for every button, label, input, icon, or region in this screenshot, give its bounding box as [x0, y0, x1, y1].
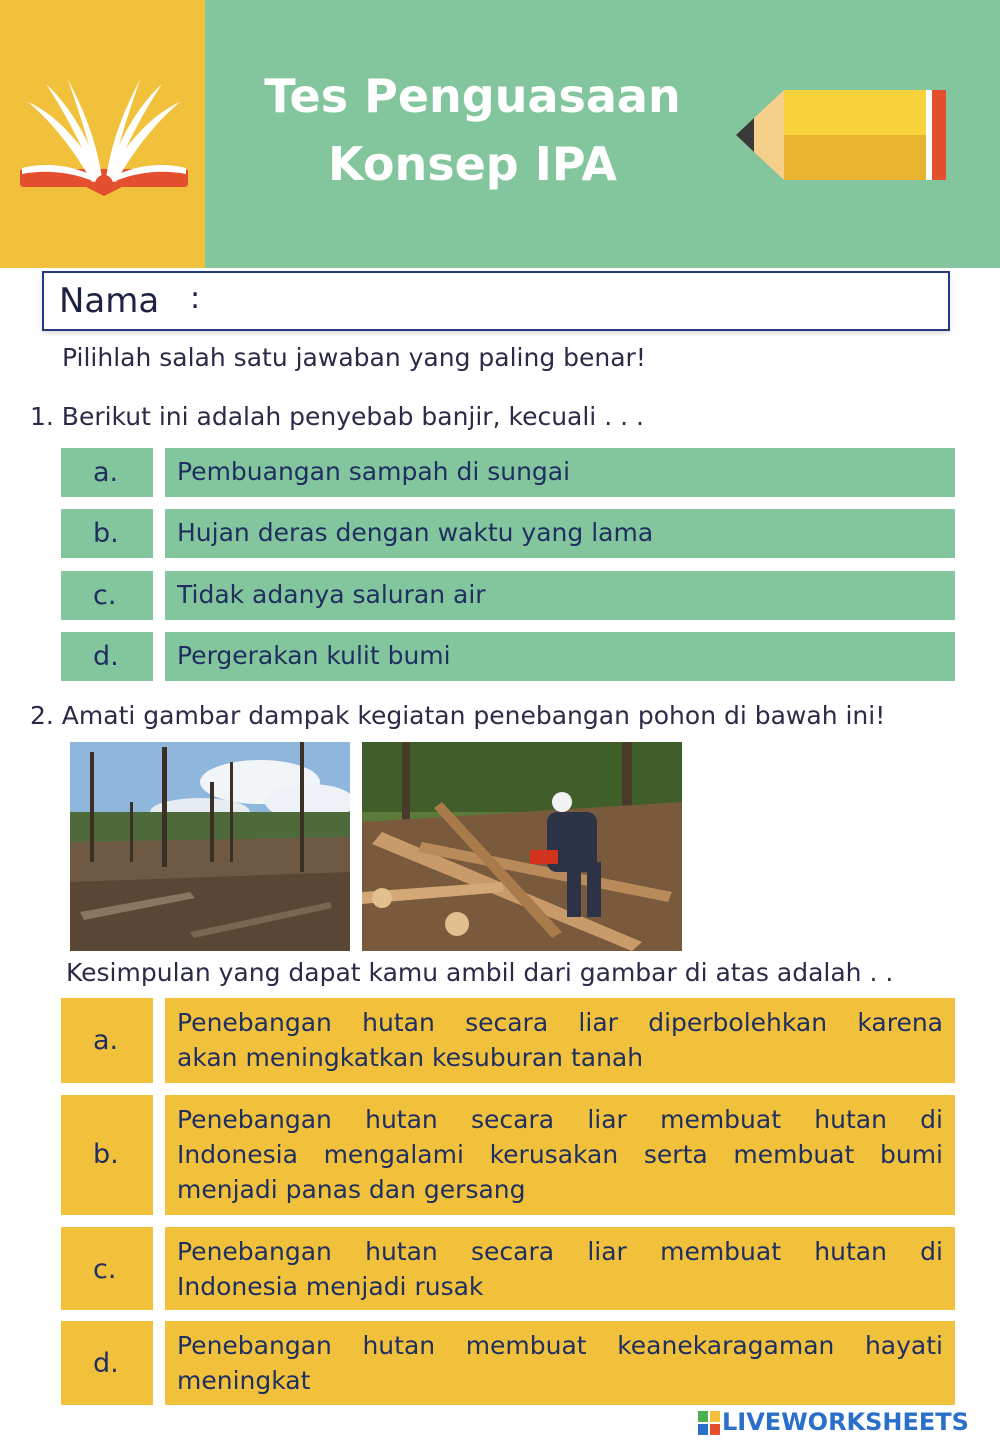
question-1-text: 1. Berikut ini adalah penyebab banjir, kecuali . . . — [30, 402, 644, 431]
pencil-icon — [732, 84, 952, 186]
name-colon: : — [190, 281, 201, 316]
q2-option-d[interactable] — [165, 1321, 955, 1405]
page-title — [230, 62, 715, 198]
q1-option-c-letter[interactable] — [61, 571, 153, 620]
q1-option-b-letter[interactable] — [61, 509, 153, 558]
q1-option-b-letter-text: b. — [93, 518, 119, 549]
q2-option-d-line-1: Penebangan hutan membuat keanekaragaman hayati — [177, 1331, 943, 1360]
q2-option-c-letter-text: c. — [93, 1254, 117, 1285]
q2-option-a-letter[interactable] — [61, 998, 153, 1083]
q1-option-d-text: Pergerakan kulit bumi — [177, 641, 451, 670]
conclusion-prompt: Kesimpulan yang dapat kamu ambil dari gambar di atas adalah . . — [66, 958, 894, 987]
q2-option-b-line-3: menjadi panas dan gersang — [177, 1175, 526, 1204]
logging-worker-photo — [362, 742, 682, 951]
q2-option-b-line-1: Penebangan hutan secara liar membuat hutan di — [177, 1105, 943, 1134]
q1-option-b[interactable] — [165, 509, 955, 558]
question-2-text: 2. Amati gambar dampak kegiatan penebangan pohon di bawah ini! — [30, 701, 886, 730]
q1-option-b-text: Hujan deras dengan waktu yang lama — [177, 518, 654, 547]
q2-option-b-line-2: Indonesia mengalami kerusakan serta membuat bumi — [177, 1140, 943, 1169]
q1-option-a[interactable] — [165, 448, 955, 497]
q2-option-c[interactable] — [165, 1227, 955, 1310]
open-book-icon — [16, 74, 192, 212]
q1-option-c[interactable] — [165, 571, 955, 620]
q2-option-b-letter[interactable] — [61, 1095, 153, 1215]
name-box — [42, 271, 950, 331]
q2-option-a-letter-text: a. — [93, 1025, 119, 1056]
instruction-text: Pilihlah salah satu jawaban yang paling benar! — [62, 343, 646, 372]
q1-option-c-text: Tidak adanya saluran air — [177, 580, 486, 609]
q1-option-d[interactable] — [165, 632, 955, 681]
q2-option-b[interactable] — [165, 1095, 955, 1215]
liveworksheets-brand[interactable]: LIVEWORKSHEETS — [722, 1408, 969, 1436]
q2-option-a[interactable] — [165, 998, 955, 1083]
q2-option-d-letter-text: d. — [93, 1348, 119, 1379]
q2-option-d-line-2: meningkat — [177, 1366, 311, 1395]
q2-option-a-line-2: akan meningkatkan kesuburan tanah — [177, 1043, 644, 1072]
q2-option-d-letter[interactable] — [61, 1321, 153, 1405]
deforested-land-photo — [70, 742, 350, 951]
liveworksheets-logo-icon — [698, 1411, 720, 1435]
q1-option-d-letter[interactable] — [61, 632, 153, 681]
q2-option-c-line-1: Penebangan hutan secara liar membuat hutan di — [177, 1237, 943, 1266]
q2-option-c-letter[interactable] — [61, 1227, 153, 1310]
name-input[interactable] — [219, 283, 939, 321]
name-label: Nama — [59, 281, 160, 321]
q1-option-a-letter-text: a. — [93, 457, 119, 488]
q1-option-d-letter-text: d. — [93, 641, 119, 672]
q2-option-a-line-1: Penebangan hutan secara liar diperbolehkan karena — [177, 1008, 943, 1037]
q2-option-b-letter-text: b. — [93, 1139, 119, 1170]
q1-option-a-letter[interactable] — [61, 448, 153, 497]
title-line-1: Tes Penguasaan — [264, 69, 681, 123]
q1-option-c-letter-text: c. — [93, 580, 117, 611]
q1-option-a-text: Pembuangan sampah di sungai — [177, 457, 571, 486]
q2-option-c-line-2: Indonesia menjadi rusak — [177, 1272, 484, 1301]
title-line-2: Konsep IPA — [328, 137, 617, 191]
